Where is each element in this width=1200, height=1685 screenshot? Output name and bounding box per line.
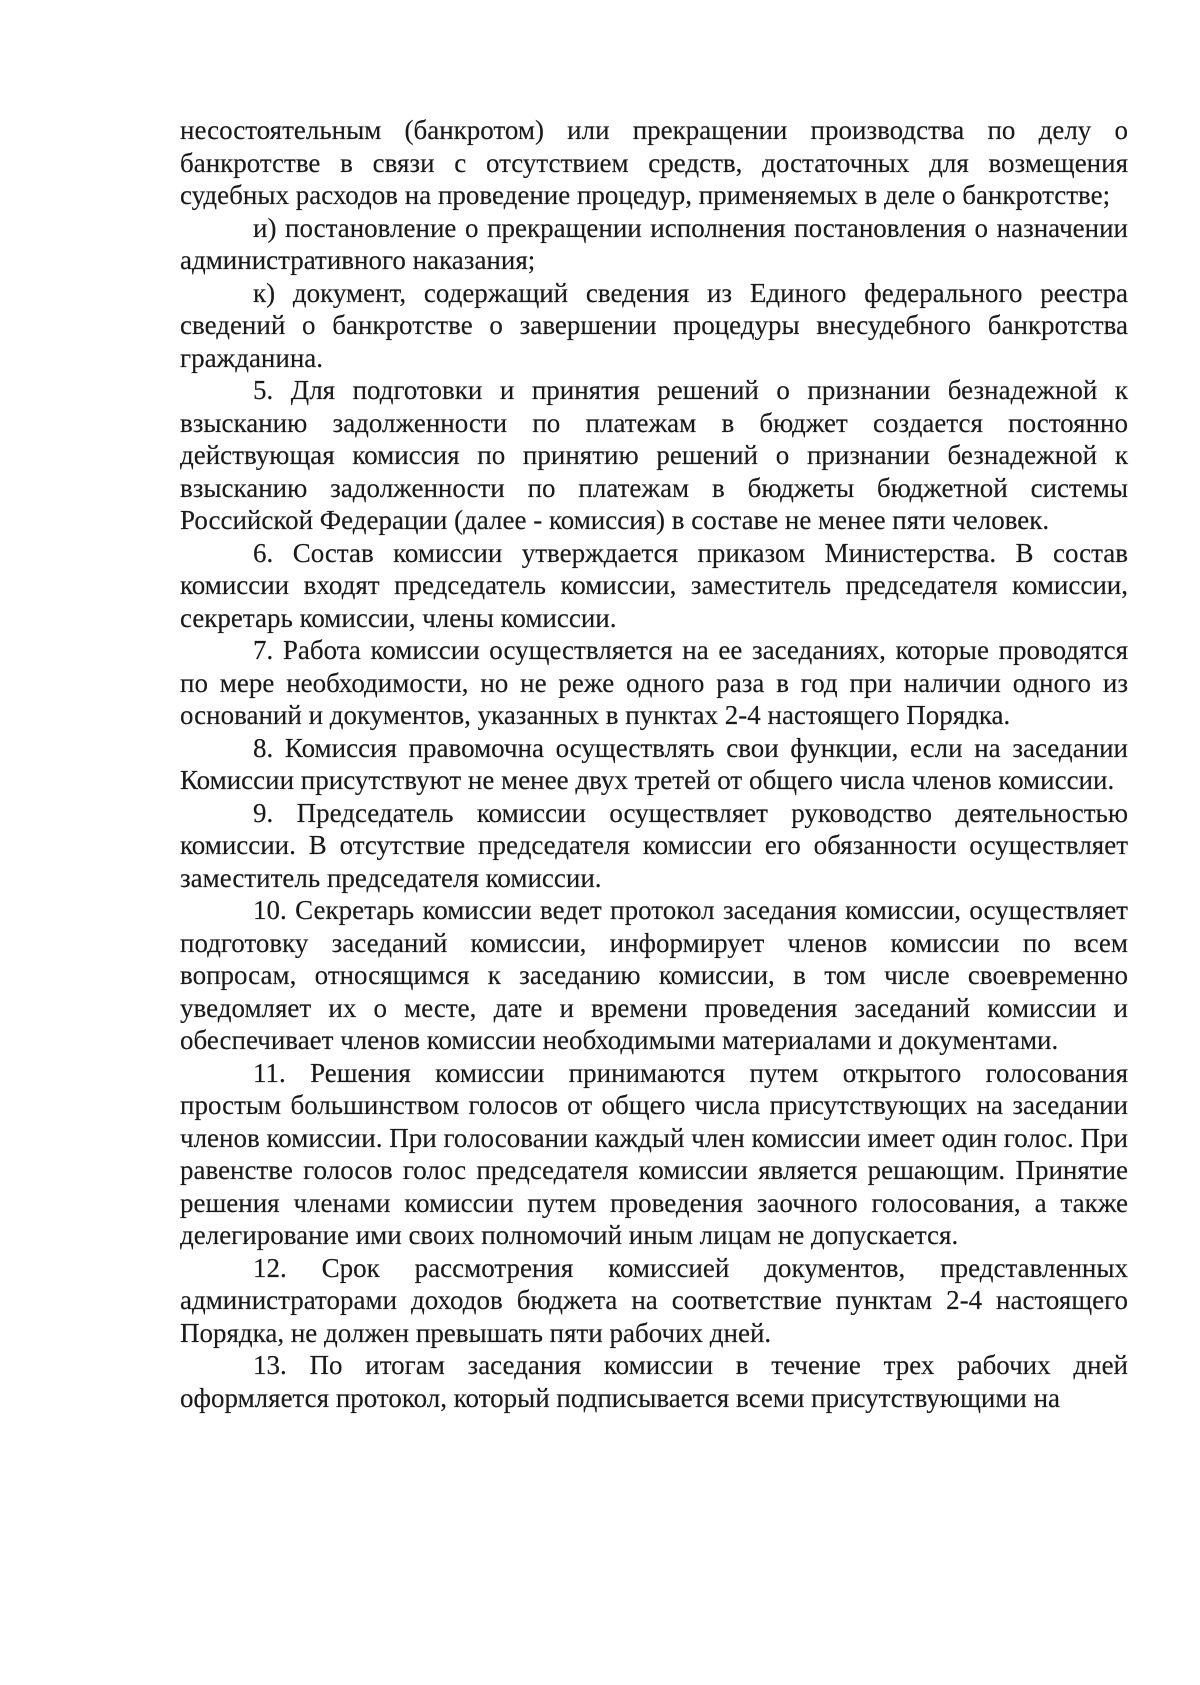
document-body: [180, 114, 1128, 1414]
paragraph-13: 13. По итогам заседания комиссии в течение трех рабочих дней оформляется протокол, который подписывается всеми присутствующими на: [180, 1350, 1128, 1413]
paragraph-8: 8. Комиссия правомочна осуществлять свои функции, если на заседании Комиссии присутствуют не менее двух третей от общего числа членов комиссии.: [180, 732, 1128, 795]
paragraph-10: 10. Секретарь комиссии ведет протокол заседания комиссии, осуществляет подготовку заседаний комиссии, информирует членов комиссии по всем вопросам, относящимся к заседанию комиссии, в том числе своевременно уведомляет их о месте, дате и времени проведения заседаний комиссии и обеспечивает членов комиссии необходимыми материалами и документами.: [180, 895, 1128, 1055]
paragraph-6: 6. Состав комиссии утверждается приказом Министерства. В состав комиссии входят председатель комиссии, заместитель председателя комиссии, секретарь комиссии, члены комиссии.: [180, 537, 1128, 633]
paragraph-12: 12. Срок рассмотрения комиссией документов, представленных администраторами доходов бюджета на соответствие пунктам 2-4 настоящего Порядка, не должен превышать пяти рабочих дней.: [180, 1252, 1128, 1348]
paragraph-5: 5. Для подготовки и принятия решений о признании безнадежной к взысканию задолженности по платежам в бюджет создается постоянно действующая комиссия по принятию решений о признании безнадежной к взысканию задолженности по платежам в бюджеты бюджетной системы Российской Федерации (далее - комиссия) в составе не менее пяти человек.: [180, 375, 1128, 535]
paragraph-continuation: несостоятельным (банкротом) или прекращении производства по делу о банкротстве в связи с отсутствием средств, достаточных для возмещения судебных расходов на проведение процедур, применяемых в деле о банкротстве;: [180, 115, 1128, 210]
paragraph-9: 9. Председатель комиссии осуществляет руководство деятельностью комиссии. В отсутствие председателя комиссии его обязанности осуществляет заместитель председателя комиссии.: [180, 797, 1128, 893]
paragraph-item-k: к) документ, содержащий сведения из Единого федерального реестра сведений о банкротстве о завершении процедуры внесудебного банкротства гражданина.: [180, 277, 1128, 373]
paragraph-11: 11. Решения комиссии принимаются путем открытого голосования простым большинством голосов от общего числа присутствующих на заседании членов комиссии. При голосовании каждый член комиссии имеет один голос. При равенстве голосов голос председателя комиссии является решающим. Принятие решения членами комиссии путем проведения заочного голосования, а также делегирование ими своих полномочий иным лицам не допускается.: [180, 1057, 1128, 1250]
paragraph-item-i: и) постановление о прекращении исполнения постановления о назначении административного наказания;: [180, 212, 1128, 275]
paragraph-7: 7. Работа комиссии осуществляется на ее заседаниях, которые проводятся по мере необходимости, но не реже одного раза в год при наличии одного из оснований и документов, указанных в пунктах 2-4 настоящего Порядка.: [180, 635, 1128, 730]
